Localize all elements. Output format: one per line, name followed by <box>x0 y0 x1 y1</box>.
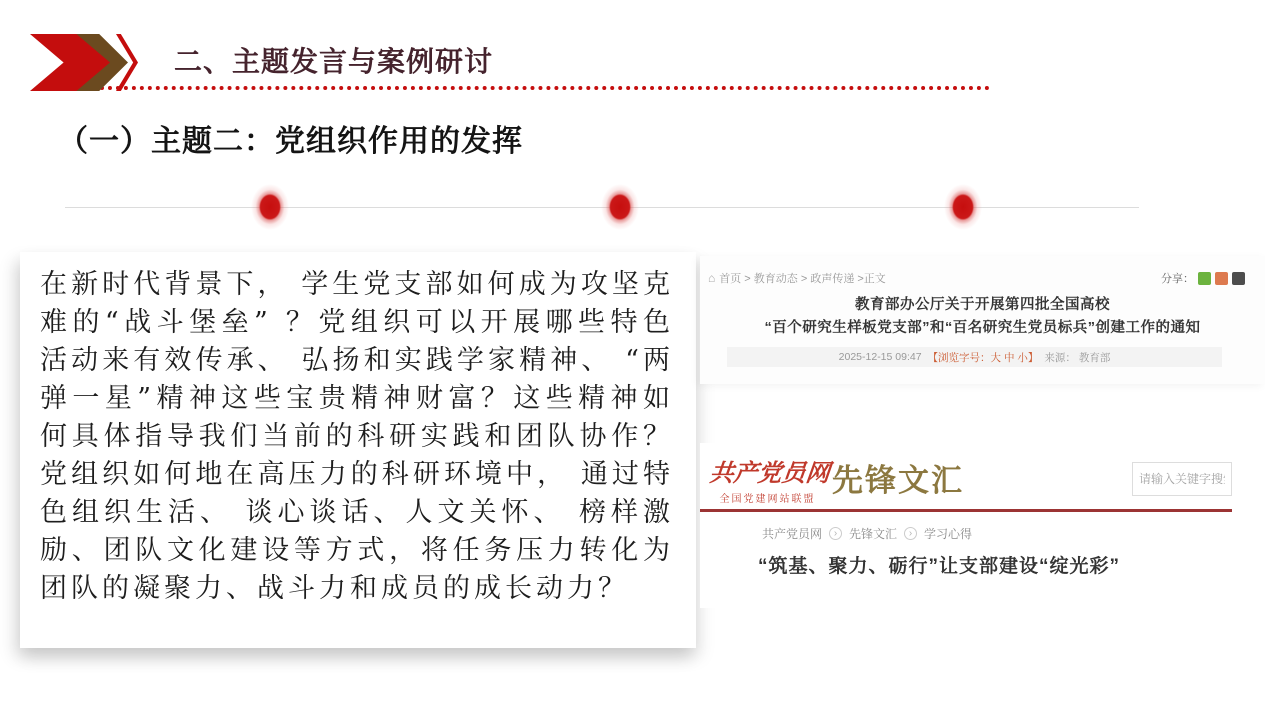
moe-source: 来源： 教育部 <box>1044 351 1111 364</box>
moe-fontsize-control[interactable]: 【浏览字号：大 中 小】 <box>927 351 1039 364</box>
moe-topbar <box>708 270 1245 286</box>
share-label: 分享： <box>1161 273 1194 285</box>
timeline-dot-3 <box>944 184 982 230</box>
pioneer-brand-title: 先锋文汇 <box>832 463 964 498</box>
dotted-divider <box>100 86 990 90</box>
question-text: 在新时代背景下， 学生党支部如何成为攻坚克难的“战斗堡垒” ？党组织可以开展哪些特色活动来有效传承、 弘扬和实践学家精神、 “两弹一星”精神这些宝贵精神财富？这些精神如何具体指导我们当前的科研实践和团队协作？党组织如何地在高压力的科研环境中， 通过特色组织生活、 谈心谈话、人文关怀、 榜样激励、团队文化建设等方式，将任务压力转化为团队的凝聚力、战斗力和成员的成长动力？ <box>40 269 674 604</box>
moe-article-title <box>700 294 1265 340</box>
cpc-member-site-logo[interactable] <box>708 453 832 505</box>
timeline-dot-2 <box>601 184 639 230</box>
pioneer-breadcrumb-section[interactable]: 先锋文汇 <box>849 527 898 541</box>
pioneer-webpage-screenshot <box>700 443 1232 608</box>
section-title: 二、主题发言与案例研讨 <box>174 46 494 77</box>
chevron-right-icon: › <box>904 527 917 540</box>
pioneer-breadcrumb-home[interactable]: 共产党员网 <box>762 527 823 541</box>
moe-share-bar <box>1161 270 1245 286</box>
timeline-dot-1 <box>251 184 289 230</box>
moe-article-title-line2: “百个研究生样板党支部”和“百名研究生党员标兵”创建工作的通知 <box>764 320 1201 336</box>
moe-breadcrumb[interactable] <box>708 270 886 286</box>
moe-datetime: 2025-12-15 09:47 <box>838 351 922 363</box>
pioneer-red-divider <box>700 509 1232 512</box>
pioneer-article-headline[interactable]: “筑基、聚力、砺行”让支部建设“绽光彩” <box>758 556 1121 577</box>
moe-webpage-screenshot <box>700 256 1265 384</box>
weibo-share-icon[interactable] <box>1215 272 1228 285</box>
moe-article-title-line1: 教育部办公厅关于开展第四批全国高校 <box>855 297 1110 313</box>
qq-share-icon[interactable] <box>1232 272 1245 285</box>
moe-meta-bar <box>727 347 1222 367</box>
cpc-logo-subtitle: 全国党建网站联盟 <box>719 494 816 505</box>
chevron-right-icon: › <box>829 527 842 540</box>
pioneer-search-input[interactable] <box>1132 462 1232 496</box>
pioneer-breadcrumb-category[interactable]: 学习心得 <box>924 527 973 541</box>
slide-subtitle: （一）主题二：党组织作用的发挥 <box>58 125 523 158</box>
cpc-logo-calligraphy: 共产党员网 <box>708 458 832 487</box>
home-icon: ⌂ <box>708 271 716 285</box>
moe-breadcrumb-text[interactable]: 首页 > 教育动态 > 政声传递 >正文 <box>719 273 886 285</box>
pioneer-breadcrumb <box>762 525 972 542</box>
question-text-box <box>20 252 696 648</box>
wechat-share-icon[interactable] <box>1198 272 1211 285</box>
